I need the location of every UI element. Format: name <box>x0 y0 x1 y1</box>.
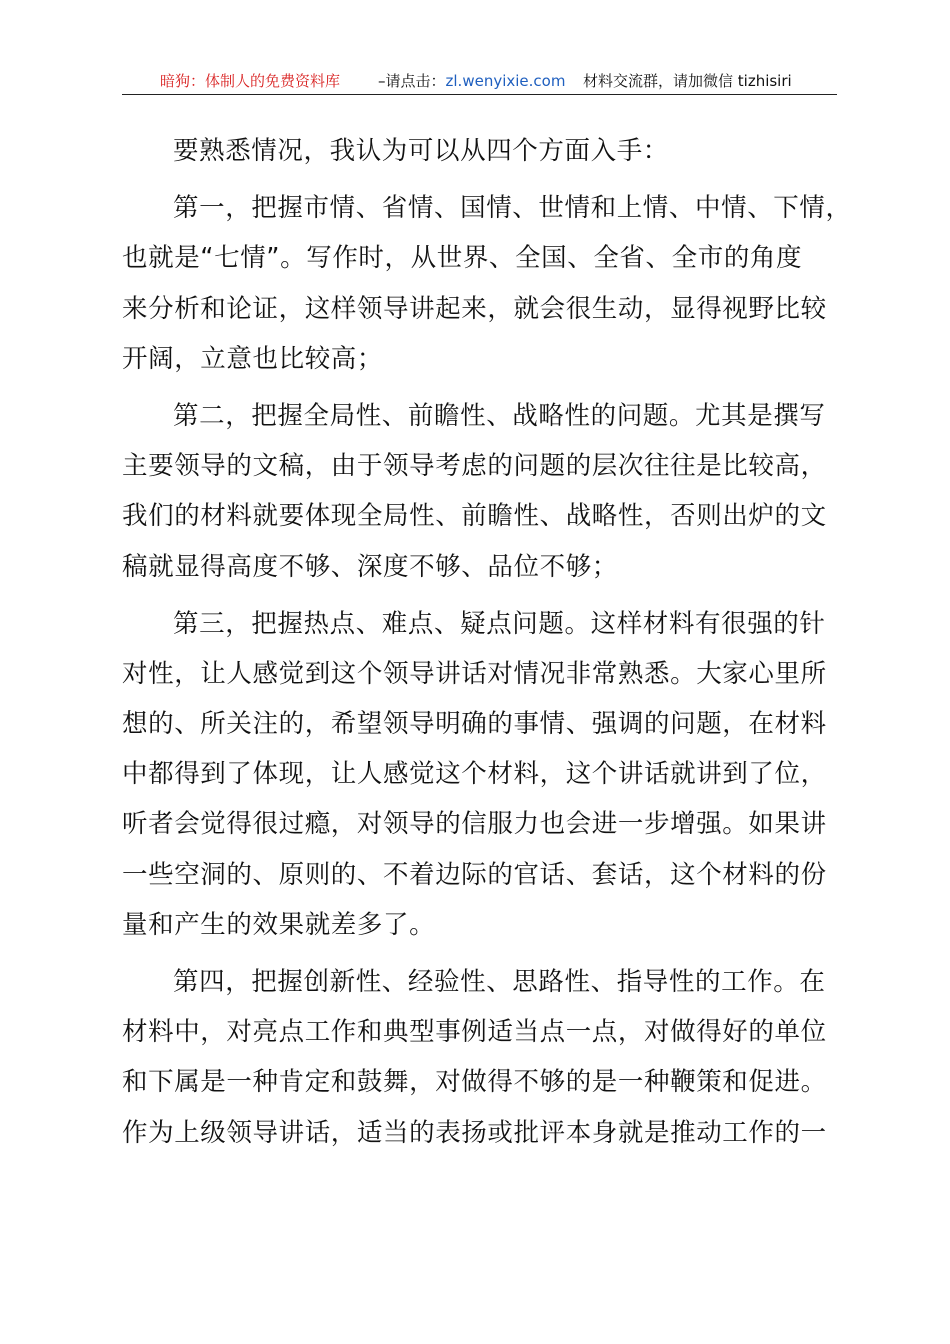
paragraph-line: 量和产生的效果就差多了。 <box>122 909 436 940</box>
paragraph-line: 想的、所关注的，希望领导明确的事情、强调的问题，在材料 <box>122 709 827 740</box>
header-link-prefix: –请点击： <box>378 72 446 90</box>
paragraph-line: 第三，把握热点、难点、疑点问题。这样材料有很强的针 <box>173 608 826 639</box>
header-link-line <box>378 68 565 94</box>
header-brand: 暗狗：体制人的免费资料库 <box>160 72 341 90</box>
header-link-url[interactable]: zl.wenyixie.com <box>445 72 566 90</box>
paragraph-line: 中都得到了体现，让人感觉这个材料，这个讲话就讲到了位， <box>122 759 827 790</box>
paragraph-line: 第一，把握市情、省情、国情、世情和上情、中情、下情， <box>173 193 852 224</box>
paragraph-line: 材料中，对亮点工作和典型事例适当点一点，对做得好的单位 <box>122 1017 827 1048</box>
page-header <box>122 68 837 95</box>
header-group-text: 材料交流群，请加微信 tizhisiri <box>583 72 792 90</box>
paragraph-line: 也就是“七情”。写作时，从世界、全国、全省、全市的角度 <box>122 243 803 274</box>
paragraph-line: 听者会觉得很过瘾，对领导的信服力也会进一步增强。如果讲 <box>122 809 827 840</box>
paragraph-line: 一些空洞的、原则的、不着边际的官话、套话，这个材料的份 <box>122 859 827 890</box>
paragraph-line: 和下属是一种肯定和鼓舞，对做得不够的是一种鞭策和促进。 <box>122 1067 827 1098</box>
paragraph-line: 开阔，立意也比较高； <box>122 343 384 374</box>
paragraph-line: 对性，让人感觉到这个领导讲话对情况非常熟悉。大家心里所 <box>122 658 827 689</box>
paragraph-line: 第四，把握创新性、经验性、思路性、指导性的工作。在 <box>173 967 826 997</box>
paragraph-line: 第二，把握全局性、前瞻性、战略性的问题。尤其是撰写 <box>173 400 826 431</box>
paragraph-line: 作为上级领导讲话，适当的表扬或批评本身就是推动工作的一 <box>122 1117 827 1148</box>
paragraph-line: 稿就显得高度不够、深度不够、品位不够； <box>122 551 618 582</box>
paragraph-line: 要熟悉情况，我认为可以从四个方面入手： <box>173 136 669 166</box>
paragraph-line: 主要领导的文稿，由于领导考虑的问题的层次往往是比较高， <box>122 451 827 482</box>
document-body <box>122 126 852 1158</box>
paragraph-line: 来分析和论证，这样领导讲起来，就会很生动，显得视野比较 <box>122 293 827 324</box>
paragraph-line: 我们的材料就要体现全局性、前瞻性、战略性，否则出炉的文 <box>122 501 827 532</box>
